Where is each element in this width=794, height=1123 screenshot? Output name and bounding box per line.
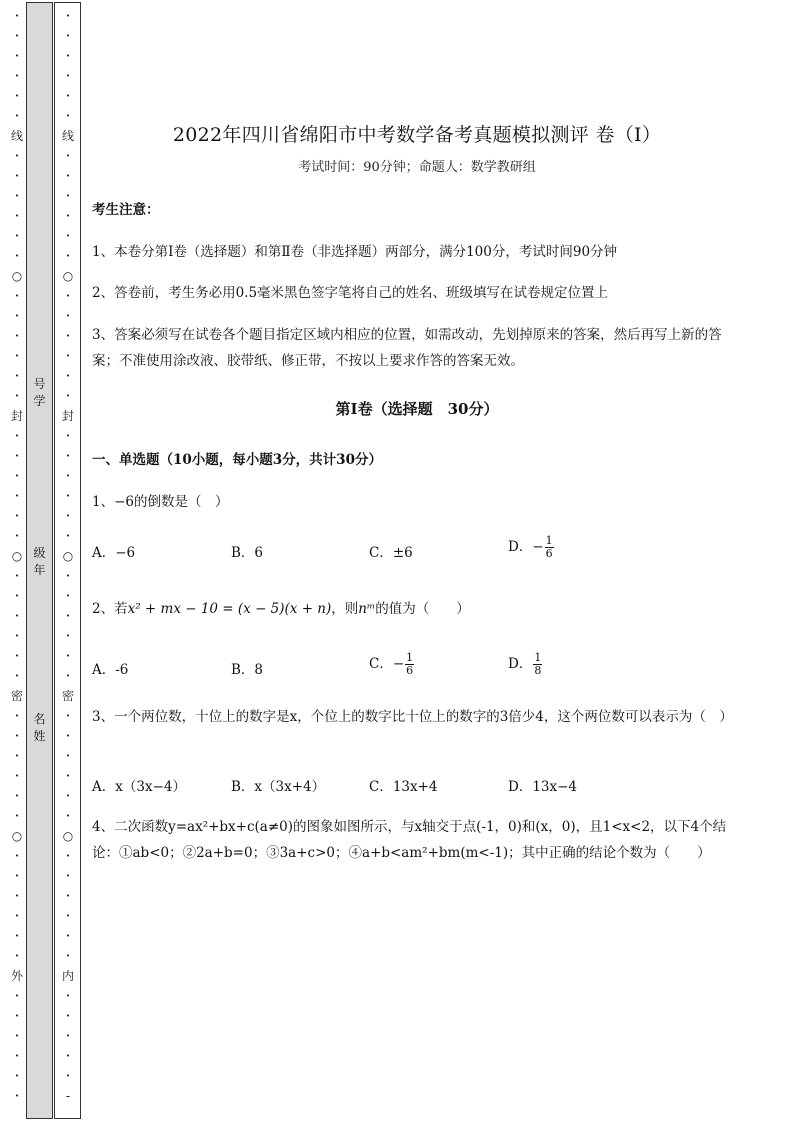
outer-circle-mark: ○ bbox=[11, 549, 23, 563]
inner-dot: • bbox=[65, 232, 71, 240]
student-id-char-2: 学 bbox=[33, 394, 46, 408]
outer-dot: • bbox=[14, 72, 20, 80]
inner-dot: • bbox=[65, 772, 71, 780]
inner-dot: • bbox=[65, 752, 71, 760]
inner-dot: • bbox=[65, 192, 71, 200]
notice-item-2: 2、答卷前，考生务必用0.5毫米黑色签字笔将自己的姓名、班级填写在试卷规定位置上 bbox=[92, 285, 609, 301]
outer-dot: • bbox=[14, 1032, 20, 1040]
grade-char-2: 年 bbox=[33, 563, 46, 577]
q1-option-d-label: D．− bbox=[508, 539, 544, 555]
inner-dot: • bbox=[65, 452, 71, 460]
outer-dot: • bbox=[14, 732, 20, 740]
q2-stem-suffix: 的值为（ ） bbox=[375, 601, 470, 617]
outer-dot: • bbox=[14, 952, 20, 960]
inner-dot: • bbox=[65, 1072, 71, 1080]
outer-dot: • bbox=[14, 592, 20, 600]
outer-dot: • bbox=[14, 312, 20, 320]
inner-dot: • bbox=[65, 432, 71, 440]
outer-seal-line bbox=[10, 6, 24, 1116]
outer-seal-char: 密 bbox=[10, 689, 23, 703]
inner-dot: • bbox=[65, 732, 71, 740]
outer-dot: • bbox=[14, 1092, 20, 1100]
notice-item-1: 1、本卷分第I卷（选择题）和第Ⅱ卷（非选择题）两部分，满分100分，考试时间90分钟 bbox=[92, 244, 618, 260]
outer-dot: • bbox=[14, 1012, 20, 1020]
outer-dot: • bbox=[14, 872, 20, 880]
inner-dot: • bbox=[65, 292, 71, 300]
q2-expression: nᵐ bbox=[358, 601, 376, 617]
question-2-options bbox=[92, 651, 742, 688]
inner-dot: • bbox=[65, 592, 71, 600]
fraction-denominator: 8 bbox=[534, 664, 542, 677]
inner-seal-char: 内 bbox=[61, 969, 74, 983]
inner-dot: • bbox=[65, 532, 71, 540]
q2-option-d-fraction bbox=[533, 652, 542, 677]
outer-dot: • bbox=[14, 352, 20, 360]
name-field-label bbox=[26, 711, 53, 745]
inner-seal-char: 密 bbox=[61, 689, 74, 703]
inner-dot: - bbox=[65, 1089, 71, 1103]
q2-option-d-label: D． bbox=[508, 656, 533, 672]
outer-dot: • bbox=[14, 492, 20, 500]
outer-dot: • bbox=[14, 512, 20, 520]
fraction-numerator: 1 bbox=[534, 651, 542, 664]
outer-dot: • bbox=[14, 452, 20, 460]
outer-dot: • bbox=[14, 752, 20, 760]
section-title: 第Ⅰ卷（选择题 30分） bbox=[335, 400, 499, 418]
q2-option-d bbox=[508, 652, 542, 677]
outer-dot: • bbox=[14, 112, 20, 120]
q2-equation: x² + mx − 10 = (x − 5)(x + n) bbox=[127, 601, 332, 617]
q1-option-c: C．±6 bbox=[369, 545, 413, 561]
outer-dot: • bbox=[14, 912, 20, 920]
inner-dot: • bbox=[65, 372, 71, 380]
notice-item-3: 3、答案必须写在试卷各个题目指定区域内相应的位置，如需改动，先划掉原来的答案，然后再写上新的答案；不准使用涂改液、胶带纸、修正带，不按以上要求作答的答案无效。 bbox=[92, 327, 722, 369]
inner-dot: • bbox=[65, 92, 71, 100]
inner-dot: • bbox=[65, 612, 71, 620]
inner-dot: • bbox=[65, 1052, 71, 1060]
inner-dot: • bbox=[65, 792, 71, 800]
part-heading: 一、单选题（10小题，每小题3分，共计30分） bbox=[92, 452, 382, 468]
outer-dot: • bbox=[14, 252, 20, 260]
inner-dot: • bbox=[65, 952, 71, 960]
name-char-2: 姓 bbox=[33, 729, 46, 743]
student-id-char-1: 号 bbox=[33, 377, 46, 391]
outer-dot: • bbox=[14, 52, 20, 60]
q2-stem-mid: ，则 bbox=[331, 601, 359, 617]
outer-dot: • bbox=[14, 992, 20, 1000]
outer-dot: • bbox=[14, 92, 20, 100]
q3-option-a: A．x（3x−4） bbox=[92, 779, 186, 795]
outer-dot: • bbox=[14, 612, 20, 620]
inner-circle-mark: ○ bbox=[62, 269, 74, 283]
outer-dot: • bbox=[14, 1072, 20, 1080]
outer-dot: • bbox=[14, 212, 20, 220]
inner-dot: • bbox=[65, 652, 71, 660]
q1-option-d-fraction bbox=[545, 535, 554, 560]
outer-dot: • bbox=[14, 32, 20, 40]
fraction-numerator: 1 bbox=[545, 534, 553, 547]
inner-dot: • bbox=[65, 572, 71, 580]
outer-dot: • bbox=[14, 672, 20, 680]
q1-option-b: B．6 bbox=[231, 545, 264, 561]
inner-dot: • bbox=[65, 352, 71, 360]
inner-dot: • bbox=[65, 392, 71, 400]
question-2-stem bbox=[92, 596, 742, 622]
inner-dot: • bbox=[65, 212, 71, 220]
outer-dot: • bbox=[14, 232, 20, 240]
inner-dot: • bbox=[65, 912, 71, 920]
outer-dot: • bbox=[14, 12, 20, 20]
inner-dot: • bbox=[65, 892, 71, 900]
inner-dot: • bbox=[65, 472, 71, 480]
q2-option-b: B．8 bbox=[231, 662, 264, 678]
outer-dot: • bbox=[14, 292, 20, 300]
inner-dot: • bbox=[65, 632, 71, 640]
outer-dot: • bbox=[14, 932, 20, 940]
question-3-stem: 3、一个两位数，十位上的数字是x，个位上的数字比十位上的数字的3倍少4，这个两位数可以表示为（ ） bbox=[92, 709, 733, 725]
exam-title: 2022年四川省绵阳市中考数学备考真题模拟测评 卷（Ⅰ） bbox=[172, 124, 662, 146]
outer-dot: • bbox=[14, 192, 20, 200]
inner-dot: • bbox=[65, 252, 71, 260]
inner-dot: • bbox=[65, 12, 71, 20]
outer-dot: • bbox=[14, 332, 20, 340]
outer-dot: • bbox=[14, 572, 20, 580]
outer-dot: • bbox=[14, 892, 20, 900]
inner-dot: • bbox=[65, 872, 71, 880]
inner-dot: • bbox=[65, 812, 71, 820]
outer-seal-char: 封 bbox=[10, 409, 23, 423]
outer-dot: • bbox=[14, 652, 20, 660]
inner-dot: • bbox=[65, 332, 71, 340]
inner-dot: • bbox=[65, 672, 71, 680]
inner-dot: • bbox=[65, 512, 71, 520]
inner-dot: • bbox=[65, 932, 71, 940]
inner-circle-mark: ○ bbox=[62, 549, 74, 563]
fraction-denominator: 6 bbox=[545, 547, 553, 560]
outer-dot: • bbox=[14, 472, 20, 480]
q2-option-c-label: C．− bbox=[369, 656, 405, 672]
outer-dot: • bbox=[14, 432, 20, 440]
inner-dot: • bbox=[65, 992, 71, 1000]
question-1-stem: 1、−6的倒数是（ ） bbox=[92, 494, 229, 510]
q3-option-b: B．x（3x+4） bbox=[231, 779, 326, 795]
outer-dot: • bbox=[14, 152, 20, 160]
inner-dot: • bbox=[65, 312, 71, 320]
inner-dot: • bbox=[65, 712, 71, 720]
q3-option-c: C．13x+4 bbox=[369, 779, 438, 795]
notice-heading: 考生注意： bbox=[92, 202, 160, 218]
inner-seal-char: 线 bbox=[61, 129, 74, 143]
inner-dot: • bbox=[65, 852, 71, 860]
outer-circle-mark: ○ bbox=[11, 829, 23, 843]
inner-seal-char: 封 bbox=[61, 409, 74, 423]
outer-dot: • bbox=[14, 772, 20, 780]
outer-dot: • bbox=[14, 172, 20, 180]
fraction-denominator: 6 bbox=[406, 664, 414, 677]
inner-dot: • bbox=[65, 32, 71, 40]
grade-char-1: 级 bbox=[33, 546, 46, 560]
inner-dot: • bbox=[65, 112, 71, 120]
q2-stem-prefix: 2、若 bbox=[92, 601, 128, 617]
inner-dot: • bbox=[65, 52, 71, 60]
outer-dot: • bbox=[14, 812, 20, 820]
student-id-field-label bbox=[26, 376, 53, 410]
question-4-stem: 4、二次函数y=ax²+bx+c(a≠0)的图象如图所示，与x轴交于点(-1，0)和(x，0)，且1<x<2，以下4个结论：①ab<0；②2a+b=0；③3a+c>0；④a+b<am²+bm(m<-1)；其中正确的结论个数为（ ） bbox=[92, 819, 727, 861]
q1-option-d bbox=[508, 535, 554, 560]
inner-seal-line bbox=[61, 6, 75, 1116]
inner-dot: • bbox=[65, 152, 71, 160]
outer-dot: • bbox=[14, 532, 20, 540]
inner-dot: • bbox=[65, 1032, 71, 1040]
inner-dot: • bbox=[65, 1012, 71, 1020]
outer-dot: • bbox=[14, 632, 20, 640]
outer-seal-char: 外 bbox=[10, 969, 23, 983]
grade-field-label bbox=[26, 545, 53, 579]
outer-dot: • bbox=[14, 792, 20, 800]
q2-option-c-fraction bbox=[405, 652, 414, 677]
outer-circle-mark: ○ bbox=[11, 269, 23, 283]
inner-circle-mark: ○ bbox=[62, 829, 74, 843]
question-3-options bbox=[92, 775, 742, 805]
q3-option-d: D．13x−4 bbox=[508, 779, 578, 795]
q1-option-a: A．−6 bbox=[92, 545, 136, 561]
outer-dot: • bbox=[14, 1052, 20, 1060]
question-1-options bbox=[92, 534, 742, 571]
q2-option-c bbox=[369, 652, 414, 677]
q2-option-a: A．-6 bbox=[92, 662, 129, 678]
inner-dot: • bbox=[65, 492, 71, 500]
inner-dot: • bbox=[65, 172, 71, 180]
name-char-1: 名 bbox=[33, 712, 46, 726]
fraction-numerator: 1 bbox=[406, 651, 414, 664]
outer-dot: • bbox=[14, 712, 20, 720]
outer-dot: • bbox=[14, 372, 20, 380]
outer-dot: • bbox=[14, 852, 20, 860]
outer-dot: • bbox=[14, 392, 20, 400]
exam-subtitle: 考试时间：90分钟；命题人：数学教研组 bbox=[298, 160, 536, 175]
outer-seal-char: 线 bbox=[10, 129, 23, 143]
inner-dot: • bbox=[65, 72, 71, 80]
